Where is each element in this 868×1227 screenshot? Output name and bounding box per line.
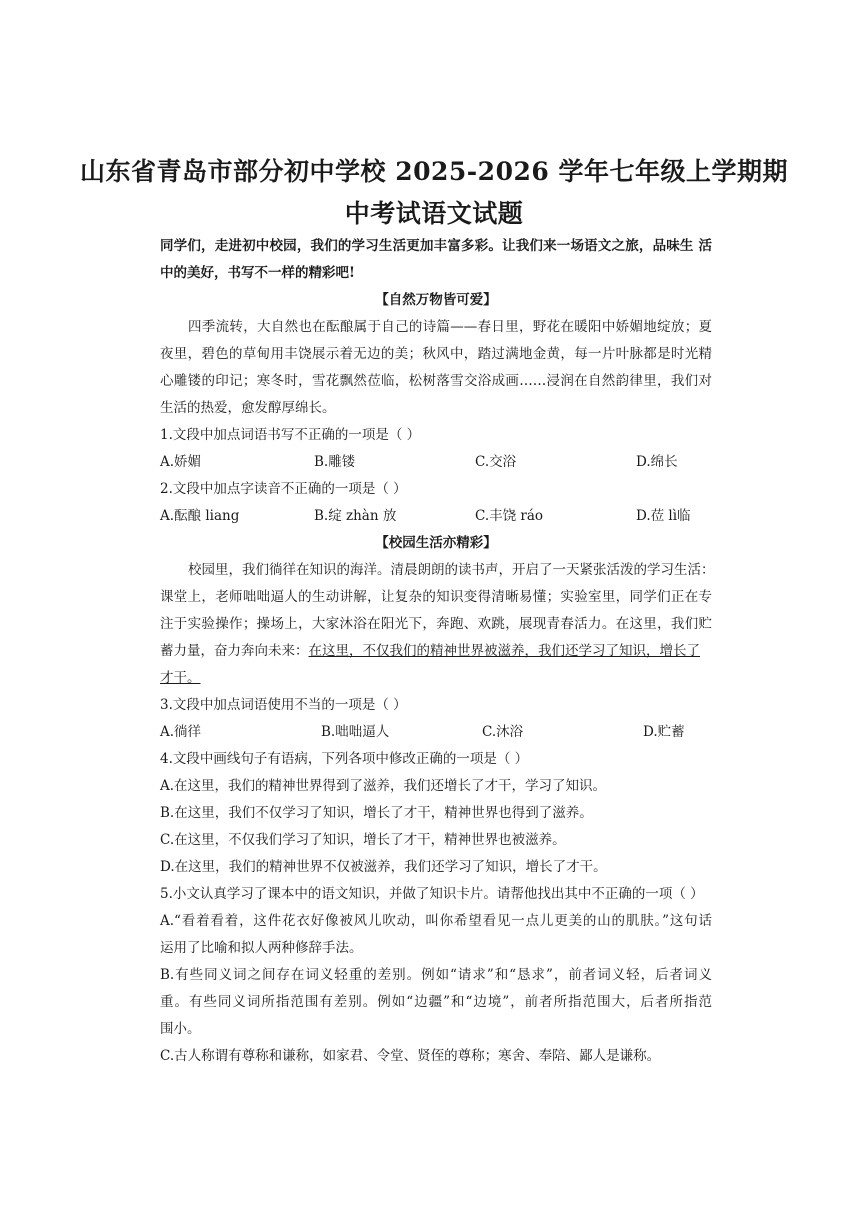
underlined-sentence-part1: 在这里，不仅我们的精神世界被滋养，我们还学习了知识，增长了 — [308, 643, 700, 659]
q2-stem: 2.文段中加点字读音不正确的一项是（ ） — [160, 481, 407, 497]
section1-para-line1: 四季流转，大自然也在酝酿属于自己的诗篇——春日里，野花在暖阳中娇媚地绽放；夏 — [188, 319, 712, 335]
section2-para-line4 — [160, 642, 712, 660]
q4-stem: 4.文段中画线句子有语病，下列各项中修改正确的一项是（ ） — [160, 751, 529, 767]
q1-option-c: C.交浴 — [475, 454, 517, 470]
section2-heading: 【校园生活亦精彩】 — [375, 535, 497, 551]
intro-line2: 中的美好，书写不一样的精彩吧! — [160, 265, 355, 281]
section2-para-line1: 校园里，我们徜徉在知识的海洋。清晨朗朗的读书声，开启了一天紧张活泼的学习生活： — [188, 562, 715, 578]
q5-stem: 5.小文认真学习了课本中的语文知识，并做了知识卡片。请帮他找出其中不正确的一项（ ） — [160, 886, 704, 902]
q4-option-a: A.在这里，我们的精神世界得到了滋养，我们还增长了才干，学习了知识。 — [160, 778, 607, 794]
q3-option-d: D.贮蓄 — [643, 724, 685, 740]
underlined-sentence-part2: 才干。 — [160, 670, 201, 686]
exam-title-line1: 山东省青岛市部分初中学校 2025-2026 学年七年级上学期期 — [80, 157, 788, 186]
section1-para-line4: 生活的热爱，愈发醇厚绵长。 — [160, 400, 336, 416]
q1-option-a: A.娇媚 — [160, 454, 202, 470]
section2-para-line3: 注于实验操作；操场上，大家沐浴在阳光下，奔跑、欢跳，展现青春活力。在这里，我们贮 — [160, 616, 712, 632]
intro-line1: 同学们，走进初中校园，我们的学习生活更加丰富多彩。让我们来一场语文之旅，品味生 活 — [160, 238, 712, 254]
q5-option-b-line1: B.有些同义词之间存在词义轻重的差别。例如“请求”和“恳求”，前者词义轻，后者词义 — [160, 967, 712, 983]
q4-option-c: C.在这里，不仅我们学习了知识，增长了才干，精神世界也被滋养。 — [160, 832, 566, 848]
exam-title-line2: 中考试语文试题 — [344, 199, 524, 228]
q5-option-b-line2: 重。有些同义词所指范围有差别。例如“边疆”和“边境”，前者所指范围大，后者所指范 — [160, 994, 712, 1010]
section1-para-line3: 心雕镂的印记；寒冬时，雪花飘然莅临，松树落雪交浴成画……浸润在自然韵律里，我们对 — [160, 373, 712, 389]
q4-option-b: B.在这里，我们不仅学习了知识，增长了才干，精神世界也得到了滋养。 — [160, 805, 593, 821]
q2-option-c: C.丰饶 ráo — [475, 508, 544, 524]
q2-option-d: D.莅 lì临 — [636, 508, 691, 524]
q3-option-a: A.徜徉 — [160, 724, 202, 740]
q5-option-b-line3: 围小。 — [160, 1021, 201, 1037]
section2-para-line2: 课堂上，老师咄咄逼人的生动讲解，让复杂的知识变得清晰易懂；实验室里，同学们正在专 — [160, 589, 712, 605]
section1-heading: 【自然万物皆可爱】 — [375, 292, 497, 308]
q2-option-a: A.酝酿 liang — [160, 508, 240, 524]
q5-option-a-line2: 运用了比喻和拟人两种修辞手法。 — [160, 940, 363, 956]
q1-option-d: D.绵长 — [636, 454, 678, 470]
section1-para-line2: 夜里，碧色的草甸用丰饶展示着无边的美；秋风中，踏过满地金黄，每一片叶脉都是时光精 — [160, 346, 712, 362]
q2-option-b: B.绽 zhàn 放 — [314, 508, 397, 524]
q4-option-d: D.在这里，我们的精神世界不仅被滋养，我们还学习了知识，增长了才干。 — [160, 859, 607, 875]
section2-para-line5 — [160, 669, 712, 687]
q3-stem: 3.文段中加点词语使用不当的一项是（ ） — [160, 697, 407, 713]
q5-option-a-line1: A.“看着看着，这件花衣好像被风儿吹动，叫你希望看见一点儿更美的山的肌肤。”这句话 — [160, 913, 712, 929]
q1-stem: 1.文段中加点词语书写不正确的一项是（ ） — [160, 427, 421, 443]
q3-option-b: B.咄咄逼人 — [321, 724, 390, 740]
q1-option-b: B.雕镂 — [314, 454, 356, 470]
section2-para-line4-text: 蓄力量，奋力奔向未来： — [160, 643, 309, 659]
q5-option-c: C.古人称谓有尊称和谦称，如家君、令堂、贤侄的尊称；寒舍、奉陪、鄙人是谦称。 — [160, 1048, 661, 1064]
q3-option-c: C.沐浴 — [482, 724, 524, 740]
